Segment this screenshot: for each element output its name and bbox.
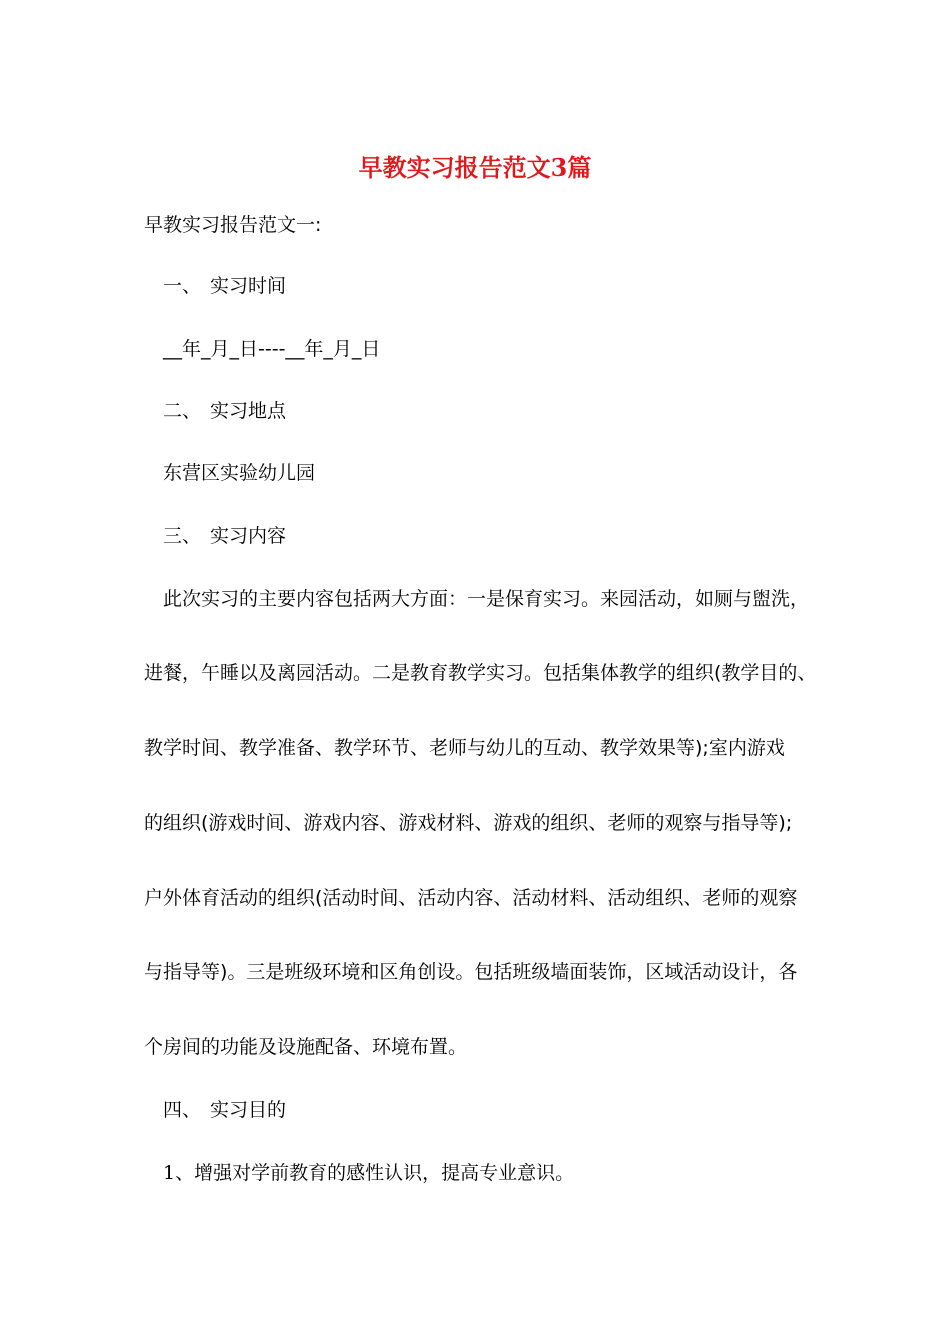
place-text: 东营区实验幼儿园 xyxy=(163,462,316,484)
goal-separator: 、 xyxy=(175,1162,195,1184)
section-heading-time xyxy=(163,272,286,300)
section-number: 一、 xyxy=(163,275,202,297)
intro-line: 早教实习报告范文一: xyxy=(144,214,322,236)
content-paragraph-line: 与指导等)。三是班级环境和区角创设。包括班级墙面装饰，区域活动设计，各 xyxy=(144,961,798,983)
content-paragraph-line: 的组织(游戏时间、游戏内容、游戏材料、游戏的组织、老师的观察与指导等); xyxy=(144,812,793,834)
section-label: 实习时间 xyxy=(210,275,287,297)
goal-text: 增强对学前教育的感性认识，提高专业意识。 xyxy=(194,1162,575,1184)
content-paragraph-line: 教学时间、教学准备、教学环节、老师与幼儿的互动、教学效果等);室内游戏 xyxy=(144,737,785,759)
section-label: 实习目的 xyxy=(210,1099,287,1121)
section-heading-content xyxy=(163,522,286,550)
goal-number: 1 xyxy=(163,1162,176,1184)
section-label: 实习内容 xyxy=(210,525,287,547)
section-heading-goals xyxy=(163,1096,286,1124)
goal-item xyxy=(163,1159,574,1187)
date-range: __年_月_日----__年_月_日 xyxy=(163,338,381,360)
content-paragraph-line: 户外体育活动的组织(活动时间、活动内容、活动材料、活动组织、老师的观察 xyxy=(144,887,798,909)
section-number: 二、 xyxy=(163,400,202,422)
section-number: 四、 xyxy=(163,1099,202,1121)
content-paragraph-line: 个房间的功能及设施配备、环境布置。 xyxy=(144,1036,468,1058)
content-paragraph-line: 此次实习的主要内容包括两大方面：一是保育实习。来园活动，如厕与盥洗， xyxy=(163,588,810,610)
content-paragraph-line: 进餐，午睡以及离园活动。二是教育教学实习。包括集体教学的组织(教学目的、 xyxy=(144,662,817,684)
document-title: 早教实习报告范文3篇 xyxy=(358,153,592,182)
section-number: 三、 xyxy=(163,525,202,547)
section-heading-place xyxy=(163,397,286,425)
section-label: 实习地点 xyxy=(210,400,287,422)
